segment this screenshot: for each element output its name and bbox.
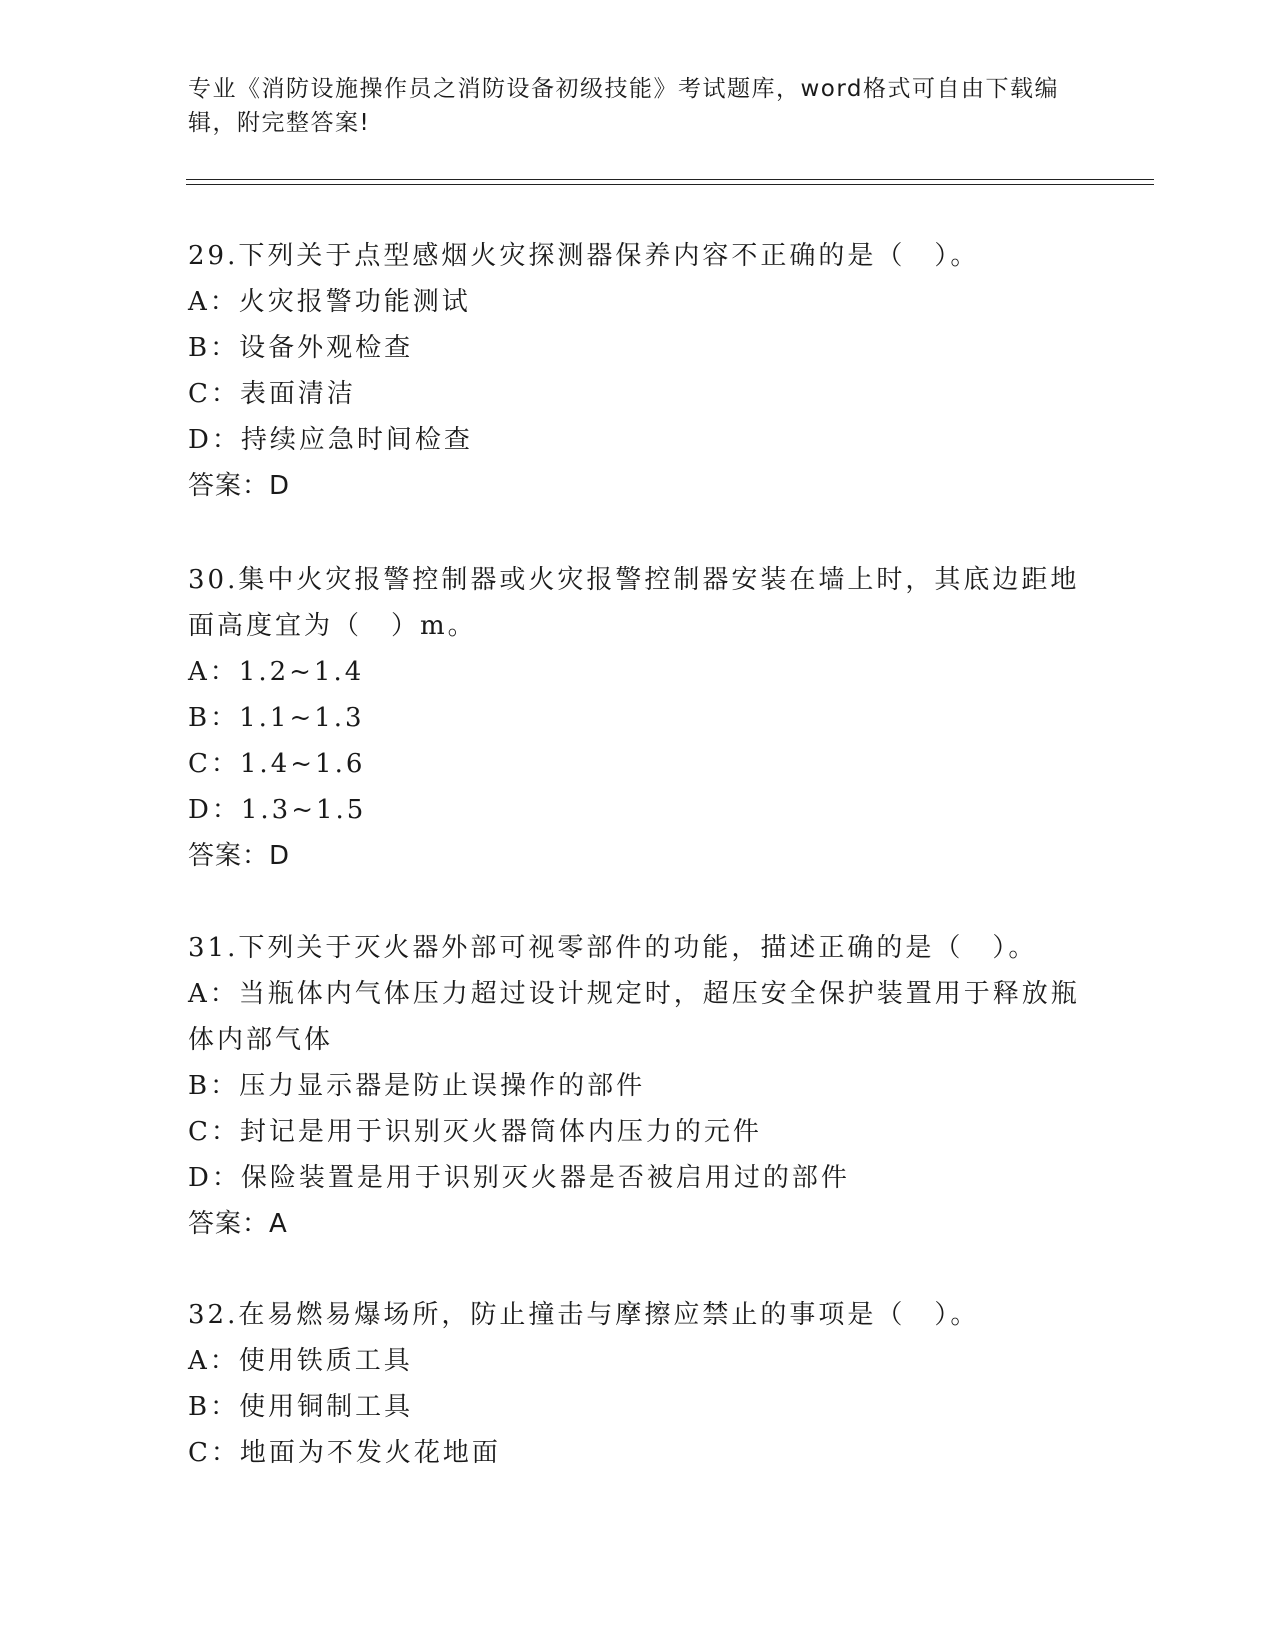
option-b: B：压力显示器是防止误操作的部件 <box>188 1071 646 1101</box>
question-stem: 30.集中火灾报警控制器或火灾报警控制器安装在墙上时，其底边距地面高度宜为（ ）m。 <box>188 565 1080 641</box>
option-d: D：保险装置是用于识别灭火器是否被启用过的部件 <box>188 1163 850 1193</box>
document-header: 专业《消防设施操作员之消防设备初级技能》考试题库，word格式可自由下载编辑，附完整答案! <box>188 76 1060 136</box>
option-d: D：1.3~1.5 <box>188 795 367 825</box>
answer-line: 答案：A <box>188 1209 288 1239</box>
question-stem: 29.下列关于点型感烟火灾探测器保养内容不正确的是（ ）。 <box>188 241 980 271</box>
option-a: A：当瓶体内气体压力超过设计规定时，超压安全保护装置用于释放瓶体内部气体 <box>188 979 1080 1055</box>
question-29 <box>188 233 1088 509</box>
question-32 <box>188 1292 1088 1476</box>
option-a: A：1.2~1.4 <box>188 657 365 687</box>
option-d: D：持续应急时间检查 <box>188 425 473 455</box>
option-b: B：1.1~1.3 <box>188 703 365 733</box>
option-b: B：设备外观检查 <box>188 333 414 363</box>
option-c: C：表面清洁 <box>188 379 356 409</box>
answer-line: 答案：D <box>188 841 291 871</box>
answer-line: 答案：D <box>188 471 291 501</box>
option-c: C：封记是用于识别灭火器筒体内压力的元件 <box>188 1117 762 1147</box>
question-stem: 32.在易燃易爆场所，防止撞击与摩擦应禁止的事项是（ ）。 <box>188 1300 980 1330</box>
option-c: C：1.4~1.6 <box>188 749 366 779</box>
option-a: A：使用铁质工具 <box>188 1346 413 1376</box>
question-stem: 31.下列关于灭火器外部可视零部件的功能，描述正确的是（ ）。 <box>188 933 1038 963</box>
question-30 <box>188 557 1088 879</box>
header-divider-top <box>186 179 1154 180</box>
header-divider-bottom <box>186 184 1154 185</box>
option-b: B：使用铜制工具 <box>188 1392 414 1422</box>
option-a: A：火灾报警功能测试 <box>188 287 471 317</box>
option-c: C：地面为不发火花地面 <box>188 1438 501 1468</box>
question-31 <box>188 925 1088 1247</box>
